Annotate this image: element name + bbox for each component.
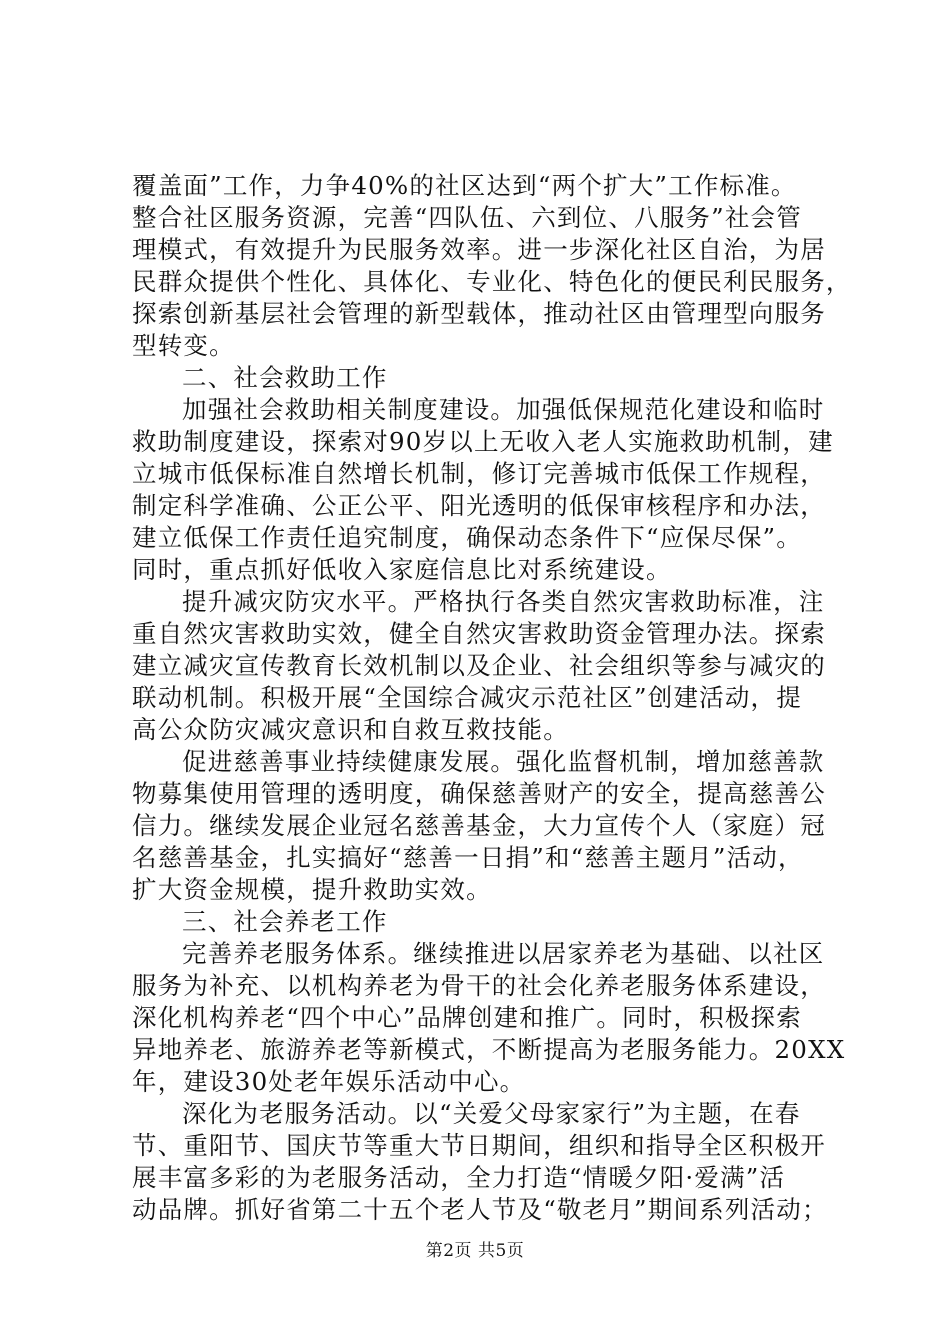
body-line: 异地养老、旅游养老等新模式，不断提高为老服务能力。20XX xyxy=(132,1035,846,1064)
body-line: 理模式，有效提升为民服务效率。进一步深化社区自治，为居 xyxy=(132,235,826,264)
body-line: 救助制度建设，探索对90岁以上无收入老人实施救助机制，建 xyxy=(132,427,834,456)
body-line: 深化机构养老“四个中心”品牌创建和推广。同时，积极探索 xyxy=(132,1003,802,1032)
body-line: 服务为补充、以机构养老为骨干的社会化养老服务体系建设， xyxy=(132,971,826,1000)
section-heading: 三、社会养老工作 xyxy=(182,907,388,936)
body-line: 建立减灾宣传教育长效机制以及企业、社会组织等参与减灾的 xyxy=(132,651,826,680)
body-line: 展丰富多彩的为老服务活动，全力打造“情暖夕阳·爱满”活 xyxy=(132,1163,786,1192)
body-line: 名慈善基金，扎实搞好“慈善一日捐”和“慈善主题月”活动， xyxy=(132,843,804,872)
body-line: 型转变。 xyxy=(132,331,235,360)
body-line: 信力。继续发展企业冠名慈善基金，大力宣传个人（家庭）冠 xyxy=(132,811,826,840)
page-number-footer: 第2页 共5页 xyxy=(425,1241,525,1261)
body-line: 探索创新基层社会管理的新型载体，推动社区由管理型向服务 xyxy=(132,299,826,328)
body-line: 立城市低保标准自然增长机制，修订完善城市低保工作规程， xyxy=(132,459,826,488)
body-line: 动品牌。抓好省第二十五个老人节及“敬老月”期间系列活动； xyxy=(132,1195,828,1224)
paragraph-first-line: 促进慈善事业持续健康发展。强化监督机制，增加慈善款 xyxy=(182,747,825,776)
document-body xyxy=(132,170,852,1226)
body-line: 节、重阳节、国庆节等重大节日期间，组织和指导全区积极开 xyxy=(132,1131,826,1160)
body-line: 制定科学准确、公正公平、阳光透明的低保审核程序和办法， xyxy=(132,491,826,520)
paragraph-first-line: 提升减灾防灾水平。严格执行各类自然灾害救助标准，注 xyxy=(182,587,825,616)
body-line: 高公众防灾减灾意识和自救互救技能。 xyxy=(132,715,569,744)
body-line: 年，建设30处老年娱乐活动中心。 xyxy=(132,1067,526,1096)
body-line: 扩大资金规模，提升救助实效。 xyxy=(132,875,492,904)
body-line: 整合社区服务资源，完善“四队伍、六到位、八服务”社会管 xyxy=(132,203,802,232)
section-heading: 二、社会救助工作 xyxy=(182,363,388,392)
paragraph-first-line: 加强社会救助相关制度建设。加强低保规范化建设和临时 xyxy=(182,395,825,424)
body-line: 物募集使用管理的透明度，确保慈善财产的安全，提高慈善公 xyxy=(132,779,826,808)
body-line: 建立低保工作责任追究制度，确保动态条件下“应保尽保”。 xyxy=(132,523,802,552)
paragraph-first-line: 完善养老服务体系。继续推进以居家养老为基础、以社区 xyxy=(182,939,825,968)
body-line: 联动机制。积极开展“全国综合减灾示范社区”创建活动，提 xyxy=(132,683,802,712)
paragraph-first-line: 深化为老服务活动。以“关爱父母家家行”为主题，在春 xyxy=(182,1099,801,1128)
body-line: 覆盖面”工作，力争40%的社区达到“两个扩大”工作标准。 xyxy=(132,171,797,200)
body-line: 同时，重点抓好低收入家庭信息比对系统建设。 xyxy=(132,555,672,584)
body-line: 民群众提供个性化、具体化、专业化、特色化的便民利民服务， xyxy=(132,267,852,296)
body-line: 重自然灾害救助实效，健全自然灾害救助资金管理办法。探索 xyxy=(132,619,826,648)
